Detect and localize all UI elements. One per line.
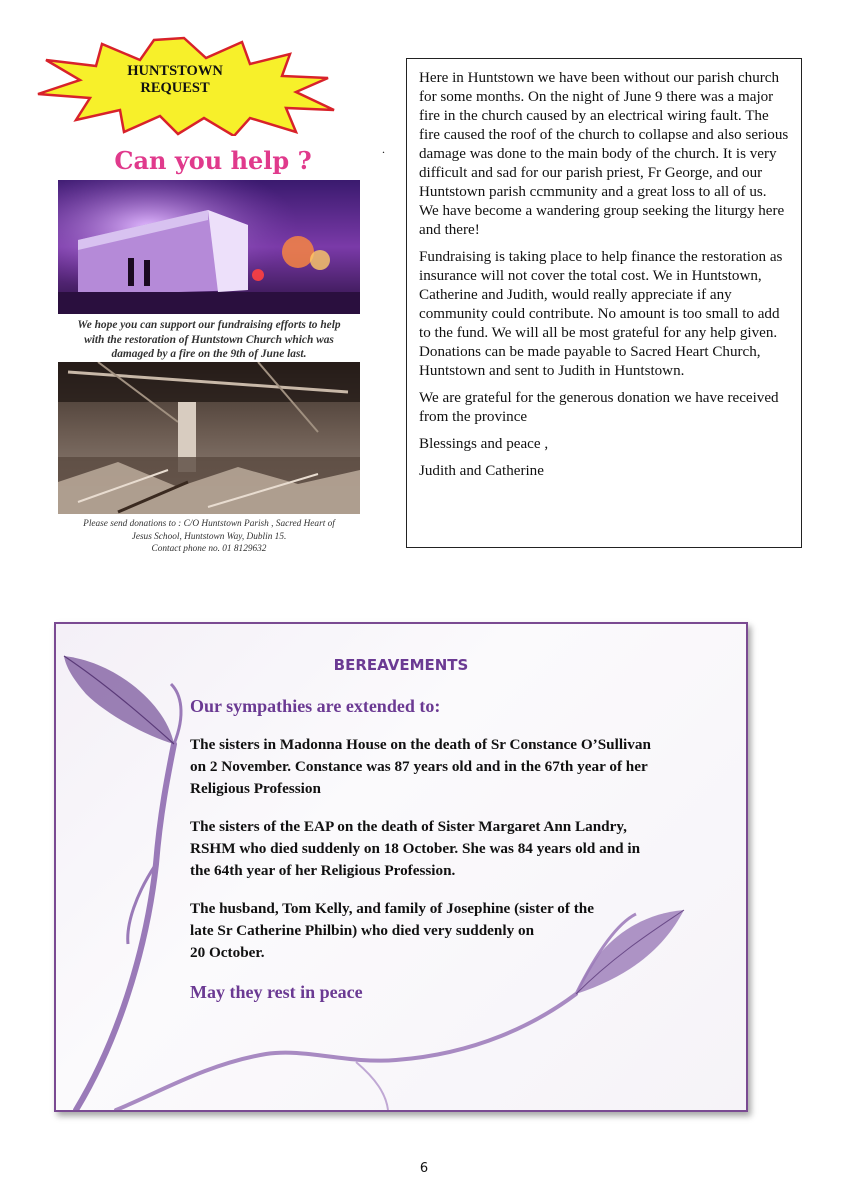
flyer-headline: Can you help ? (114, 146, 312, 175)
bereavement-entry (190, 734, 730, 800)
page-number: 6 (419, 1161, 429, 1176)
entry-line: RSHM who died suddenly on 18 October. She was 84 years old and in (190, 840, 641, 857)
letter-paragraph-3: We are grateful for the generous donation we have received from the province (419, 390, 779, 425)
entry-line: The sisters in Madonna House on the death of Sr Constance O’Sullivan (190, 736, 651, 753)
bereavements-subtitle: Our sympathies are extended to: (190, 696, 441, 716)
huntstown-letter (406, 58, 802, 548)
bereavements-panel (54, 622, 748, 1112)
entry-line: Religious Profession (190, 780, 321, 797)
badge-text (102, 63, 248, 97)
caption-line-2: with the restoration of Huntstown Church which was (84, 333, 334, 346)
caption-line-1: We hope you can support our fundraising efforts to help (77, 319, 341, 331)
letter-greeting: Blessings and peace , (419, 436, 549, 452)
footer-line-3: Contact phone no. 01 8129632 (151, 544, 267, 554)
church-fire-photo (58, 180, 360, 314)
bereavements-title: BEREAVEMENTS (333, 656, 469, 674)
badge-line-1: HUNTSTOWN (127, 63, 223, 79)
entry-line: The sisters of the EAP on the death of Sister Margaret Ann Landry, (190, 818, 627, 835)
entry-line: The husband, Tom Kelly, and family of Josephine (sister of the (190, 900, 594, 917)
entry-line: late Sr Catherine Philbin) who died very suddenly on (190, 922, 535, 939)
flyer-caption (58, 318, 360, 362)
badge-line-2: REQUEST (140, 80, 210, 96)
bereavements-closing: May they rest in peace (190, 982, 363, 1002)
footer-line-1: Please send donations to : C/O Huntstown Parish , Sacred Heart of (83, 519, 335, 529)
entry-line: 20 October. (190, 944, 265, 961)
entry-line: on 2 November. Constance was 87 years old and in the 67th year of her (190, 758, 648, 775)
letter-signature: Judith and Catherine (419, 463, 544, 479)
letter-paragraph-2: Fundraising is taking place to help finance the restoration as insurance will not cover the total cost. We in Huntstown, Catherine and Judith, would really appreciate if any community could contribute. No amount is too small to add to the fund. We will all be most grateful for any help given. Donations can be made payable to Sacred Heart Church, Huntstown and sent to Judith in Huntstown. (419, 249, 783, 379)
bereavement-entry (190, 898, 730, 964)
footer-line-2: Jesus School, Huntstown Way, Dublin 15. (131, 531, 287, 542)
stray-dot: . (382, 142, 385, 156)
fire-damage-photo (58, 362, 360, 514)
flyer-footer (58, 518, 360, 556)
entry-line: the 64th year of her Religious Profession. (190, 862, 456, 879)
bereavement-entry (190, 816, 730, 882)
letter-paragraph-1: Here in Huntstown we have been without our parish church for some months. On the night of June 9 there was a major fire in the church caused by an electrical wiring fault. The fire caused the roof of the church to collapse and also serious damage was done to the main body of the church. It is very difficult and sad for our parish priest, Fr George, and our Huntstown parish ccmmunity and a great loss to all of us. We have become a wandering group seeking the liturgy here and there! (419, 70, 789, 238)
caption-line-3: damaged by a fire on the 9th of June last. (111, 348, 307, 360)
